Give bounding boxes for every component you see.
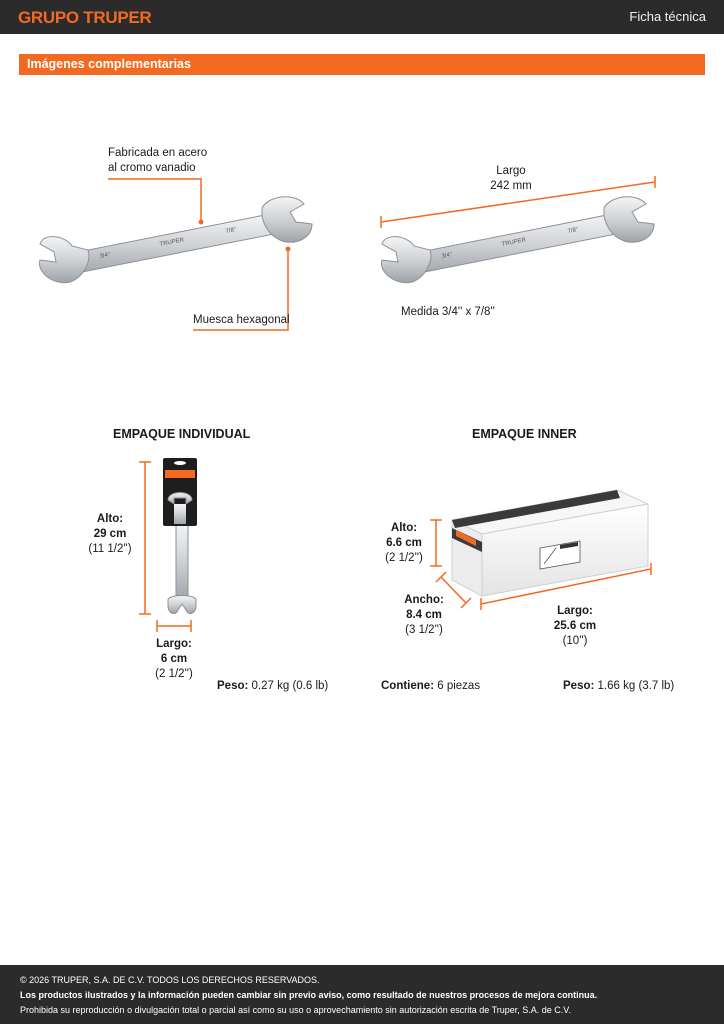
individual-length-cm: 6 cm [160,653,188,665]
inner-length-in: (10'') [562,635,588,647]
inner-width-label: Ancho: [404,594,444,606]
individual-height-cm: 29 cm [93,528,127,540]
inner-length-label: Largo: [557,605,593,617]
section-title: Imágenes complementarias [27,57,191,71]
individual-height-label: Alto: [96,513,124,525]
inner-height-dim [374,521,434,566]
wrench-size-mark-left: 3/4" [99,252,111,260]
individual-weight-label: Peso: [217,680,249,692]
length-callout [471,164,551,194]
inner-package-title: EMPAQUE INNER [472,427,577,441]
individual-package-title: EMPAQUE INDIVIDUAL [113,427,251,441]
callout-material-dot [199,220,204,225]
inner-box-image [452,490,648,596]
inner-length-cm: 25.6 cm [553,620,597,632]
inner-height-in: (2 1/2'') [385,552,423,564]
wrench-image-left [39,197,312,283]
notch-callout: Muesca hexagonal [193,314,290,326]
inner-weight-value: 1.66 kg (3.7 lb) [597,680,675,692]
wrench2-size-mark-right: 7/8" [567,227,579,235]
inner-width-cm: 8.4 cm [406,609,442,621]
inner-contents-label: Contiene: [381,680,435,692]
individual-height-dim [80,512,140,557]
inner-contents-value: 6 piezas [437,680,481,692]
brand-word-grupo: GRUPO [18,8,79,27]
callout-notch-dot [286,247,291,252]
wrench-brand-mark-left: TRUPER [159,237,185,248]
material-line1: Fabricada en acero [108,147,208,159]
inner-height-cm: 6.6 cm [386,537,422,549]
footer [0,965,724,1024]
wrench2-size-mark-left: 3/4" [441,252,453,260]
length-callout-value: 242 mm [490,180,532,192]
inner-weight-label: Peso: [563,680,595,692]
material-callout [108,146,207,176]
length-callout-label: Largo [496,165,526,177]
footer-copyright: © 2026 TRUPER, S.A. DE C.V. TODOS LOS DERECHOS RESERVADOS. [20,975,320,985]
document-type: Ficha técnica [629,9,706,24]
brand-word-truper: TRUPER [83,8,152,27]
wrench-image-right [381,197,654,283]
individual-length-label: Largo: [156,638,192,650]
footer-notice: Los productos ilustrados y la información pueden cambiar sin previo aviso, como resultado de nuestros procesos de mejora continua. [20,990,598,1000]
material-line2: al cromo vanadio [108,162,196,174]
inner-width-dim [394,593,454,638]
inner-height-label: Alto: [390,522,418,534]
individual-package-image [163,458,197,613]
inner-width-in: (3 1/2'') [405,624,443,636]
individual-length-dim [144,637,204,682]
wrench2-brand-mark: TRUPER [501,237,527,248]
footer-rights: Prohibida su reproducción o divulgación total o parcial así como su uso o aprovechamiento sin autorización escrita de Truper, S.A. de C.V. [20,1005,571,1015]
callout-material-line [108,179,201,222]
size-callout: Medida 3/4'' x 7/8'' [401,306,495,318]
inner-weight [563,679,674,694]
wrench-size-mark-right: 7/8" [225,227,237,235]
individual-length-in: (2 1/2'') [155,668,193,680]
individual-height-in: (11 1/2'') [88,543,132,555]
inner-contents [381,679,480,694]
individual-weight [217,679,328,694]
inner-length-dim [545,604,605,649]
individual-weight-value: 0.27 kg (0.6 lb) [251,680,329,692]
